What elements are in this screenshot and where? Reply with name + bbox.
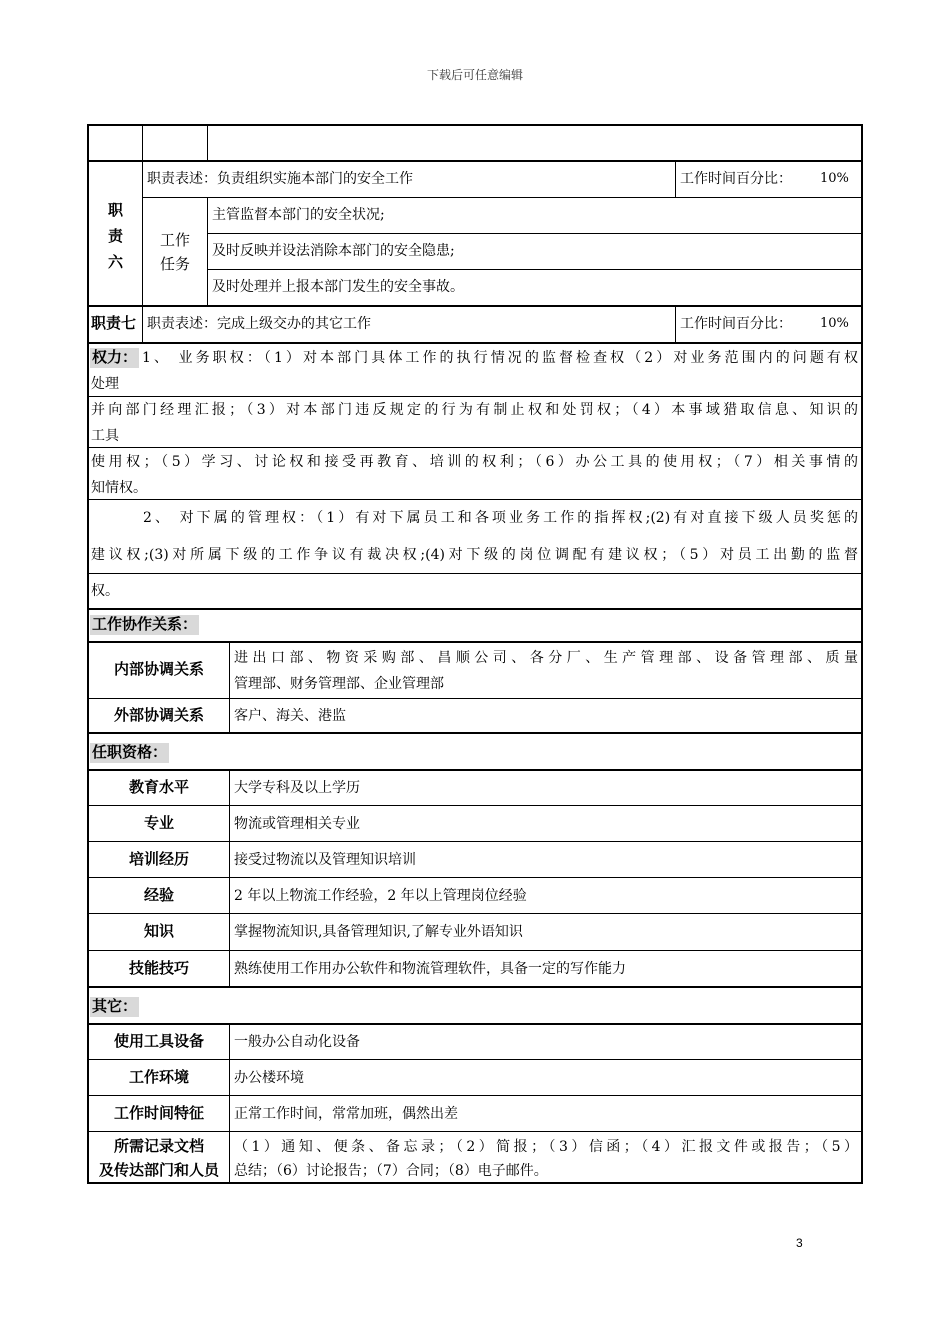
records-line-2: 总结；（6）讨论报告；（7）合同；（8）电子邮件。 (234, 1163, 548, 1179)
duty6-task-label: 工作 任务 (159, 231, 190, 273)
records-label-line-1: 所需记录文档 (113, 1138, 204, 1155)
authority-line-4: 工具 (91, 428, 119, 444)
qualification-title: 任职资格： (92, 744, 168, 761)
work-time-value: 正常工作时间，常常加班，偶然出差 (234, 1106, 458, 1122)
duty6-description: 职责表述：负责组织实施本部门的安全工作 (147, 171, 413, 187)
tools-value: 一般办公自动化设备 (234, 1034, 360, 1050)
other-title: 其它： (92, 998, 138, 1015)
experience-label: 经验 (143, 887, 174, 904)
duty6-task-3: 及时处理并上报本部门发生的安全事故。 (212, 279, 464, 295)
header-note: 下载后可任意编辑 (426, 68, 523, 82)
skills-value: 熟练使用工作用办公软件和物流管理软件，具备一定的写作能力 (234, 961, 626, 977)
major-value: 物流或管理相关专业 (234, 816, 360, 832)
duty7-label: 职责七 (91, 315, 137, 332)
internal-coordination-line-1: 进出口部、物资采购部、昌顺公司、各分厂、生产管理部、设备管理部、质量 (234, 650, 858, 666)
authority-line-8: 建议权;(3)对所属下级的工作争议有裁决权;(4)对下级的岗位调配有建议权；（5）对员工出勤的监督 (91, 547, 858, 563)
tools-label: 使用工具设备 (113, 1033, 204, 1050)
records-label-line-2: 及传达部门和人员 (98, 1162, 219, 1179)
work-time-label: 工作时间特征 (113, 1105, 204, 1122)
internal-coordination-label: 内部协调关系 (113, 661, 204, 678)
page-number: 3 (796, 1236, 803, 1250)
duty6-time-label: 工作时间百分比： (680, 171, 792, 187)
external-coordination-label: 外部协调关系 (113, 707, 204, 724)
duty7-time-label: 工作时间百分比： (680, 316, 792, 332)
authority-line-3: 并向部门经理汇报；（3）对本部门违反规定的行为有制止权和处罚权；（4）本事域猎取信息、知识的 (91, 402, 858, 418)
authority-line-6: 知情权。 (91, 480, 147, 496)
duty6-task-2: 及时反映并设法消除本部门的安全隐患; (212, 243, 455, 259)
duty6-time-value: 10% (820, 171, 849, 186)
environment-label: 工作环境 (128, 1069, 189, 1086)
records-line-1: （1）通知、便条、备忘录；（2）简报；（3）信函；（4）汇报文件或报告；（5） (234, 1139, 858, 1155)
training-value: 接受过物流以及管理知识培训 (234, 852, 416, 868)
education-value: 大学专科及以上学历 (234, 780, 360, 796)
major-label: 专业 (143, 815, 174, 832)
internal-coordination-line-2: 管理部、财务管理部、企业管理部 (234, 676, 444, 692)
external-coordination-value: 客户、海关、港监 (234, 708, 346, 724)
education-label: 教育水平 (128, 779, 189, 796)
authority-title: 权力： (92, 349, 138, 366)
knowledge-label: 知识 (143, 923, 174, 940)
skills-label: 技能技巧 (128, 960, 189, 977)
duty7-description: 职责表述：完成上级交办的其它工作 (147, 316, 371, 332)
duty7-time-value: 10% (820, 316, 849, 331)
experience-value: 2 年以上物流工作经验，2 年以上管理岗位经验 (234, 888, 527, 904)
cooperation-title: 工作协作关系： (92, 616, 198, 633)
authority-line-1: 1、 业务职权：（1）对本部门具体工作的执行情况的监督检查权（2）对业务范围内的问题有权 (142, 350, 858, 366)
knowledge-value: 掌握物流知识,具备管理知识,了解专业外语知识 (234, 924, 523, 940)
duty6-task-1: 主管监督本部门的安全状况; (212, 207, 385, 223)
authority-line-9: 权。 (91, 583, 119, 599)
training-label: 培训经历 (128, 851, 189, 868)
authority-line-2: 处理 (91, 376, 119, 392)
environment-value: 办公楼环境 (234, 1070, 304, 1086)
authority-line-5: 使用权；（5）学习、讨论权和接受再教育、培训的权利；（6）办公工具的使用权；（7）相关事情的 (91, 454, 858, 470)
duty6-label: 职 责 六 (107, 202, 123, 271)
authority-line-7: 2、 对下属的管理权：（1）有对下属员工和各项业务工作的指挥权;(2)有对直接下级人员奖惩的 (143, 510, 858, 526)
